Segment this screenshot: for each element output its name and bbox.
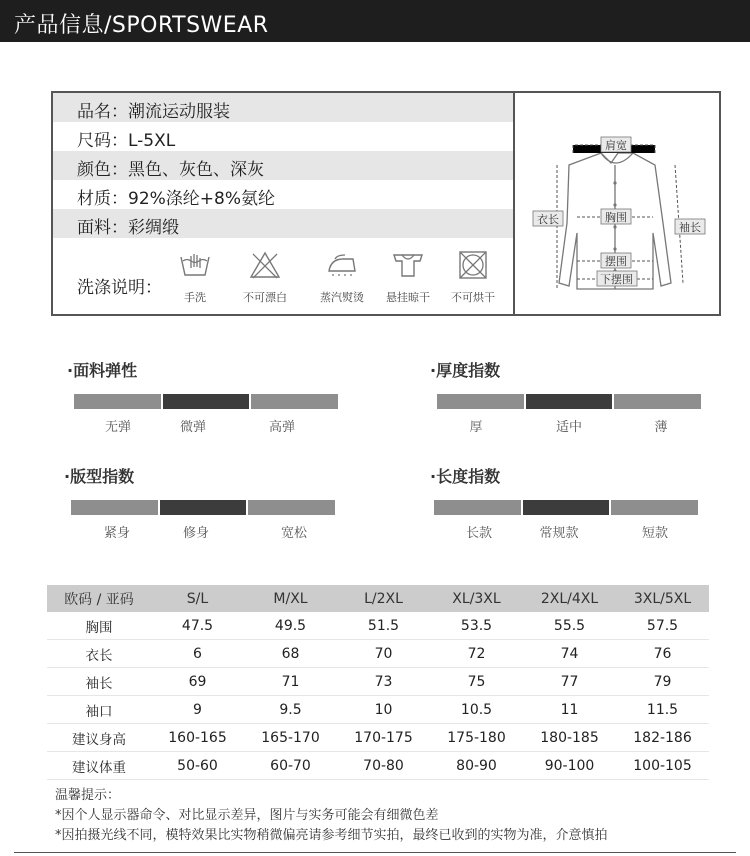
table-cell: 11: [523, 696, 616, 724]
hang-dry-icon: [391, 251, 425, 279]
steam-iron-icon: [325, 251, 359, 279]
chest-label: 胸围: [605, 211, 627, 224]
table-cell: 182-186: [616, 724, 709, 752]
table-cell: 57.5: [616, 612, 709, 640]
shoulder-width-label: 肩宽: [605, 139, 627, 152]
table-row: [47, 640, 709, 668]
table-cell: 70-80: [337, 752, 430, 780]
title-banner: [0, 0, 750, 42]
thickness-segment-2-selected: [526, 394, 612, 409]
table-cell: 9.5: [244, 696, 337, 724]
product-size: 尺码：L-5XL: [77, 131, 176, 151]
table-cell: 51.5: [337, 612, 430, 640]
table-cell: 70: [337, 640, 430, 668]
elasticity-segment-3: [251, 394, 338, 409]
body-length-label: 衣长: [537, 213, 559, 226]
product-color-row: [53, 151, 513, 180]
table-cell: 75: [430, 668, 523, 696]
table-cell: 68: [244, 640, 337, 668]
table-cell: 49.5: [244, 612, 337, 640]
elasticity-segment-2-selected: [163, 394, 249, 409]
table-cell: 建议身高: [47, 724, 151, 752]
fit-option-label: 修身: [182, 526, 209, 541]
table-cell: 9: [151, 696, 244, 724]
thickness-title: ·厚度指数: [430, 361, 501, 380]
product-material: 材质：92%涤纶+8%氨纶: [77, 189, 275, 209]
hem-label: 摆围: [605, 255, 627, 268]
fit-segment-2-selected: [160, 500, 246, 515]
table-cell: 11.5: [616, 696, 709, 724]
table-cell: 74: [523, 640, 616, 668]
no-bleach-label: 不可漂白: [243, 291, 287, 304]
product-fabric-row: [53, 209, 513, 238]
elasticity-option-label: 高弹: [268, 420, 295, 435]
no-bleach-item: [233, 251, 297, 305]
table-cell: 55.5: [523, 612, 616, 640]
fit-segment-1: [71, 500, 158, 515]
size-chart-table: [47, 585, 709, 780]
no-tumble-dry-label: 不可烘干: [451, 291, 495, 304]
table-cell: 100-105: [616, 752, 709, 780]
table-cell: 90-100: [523, 752, 616, 780]
size-header-cell: S/L: [151, 585, 244, 612]
length-segment-1: [434, 500, 521, 515]
product-color: 颜色：黑色、灰色、深灰: [77, 160, 264, 180]
table-cell: 175-180: [430, 724, 523, 752]
wash-instructions-title: 洗涤说明：: [77, 278, 162, 298]
table-cell: 170-175: [337, 724, 430, 752]
elasticity-segment-1: [74, 394, 161, 409]
table-cell: 60-70: [244, 752, 337, 780]
size-header-cell: 3XL/5XL: [616, 585, 709, 612]
product-info-panel: [53, 93, 515, 314]
table-cell: 50-60: [151, 752, 244, 780]
table-cell: 71: [244, 668, 337, 696]
length-option-label: 短款: [641, 526, 668, 541]
elasticity-option-label: 微弹: [179, 420, 206, 435]
fit-option-label: 宽松: [280, 526, 307, 541]
table-cell: 76: [616, 640, 709, 668]
hand-wash-item: [163, 251, 227, 305]
table-row: [47, 612, 709, 640]
tips-section: [55, 786, 608, 846]
product-info-box: [51, 91, 721, 316]
length-option-label: 长款: [465, 526, 492, 541]
thickness-option-label: 适中: [555, 420, 582, 435]
table-row: [47, 696, 709, 724]
fabric-elasticity-title: ·面料弹性: [67, 361, 138, 380]
table-cell: 6: [151, 640, 244, 668]
table-cell: 160-165: [151, 724, 244, 752]
thickness-option-label: 薄: [654, 420, 668, 435]
table-cell: 73: [337, 668, 430, 696]
table-cell: 47.5: [151, 612, 244, 640]
hang-dry-label: 悬挂晾干: [386, 291, 430, 304]
product-fabric: 面料：彩绸缎: [77, 218, 179, 238]
no-tumble-dry-item: [441, 251, 505, 305]
table-row: [47, 668, 709, 696]
lower-hem-label: 下摆围: [600, 273, 633, 286]
no-tumble-dry-icon: [456, 251, 490, 279]
size-header-cell: 欧码 / 亚码: [47, 585, 151, 612]
sleeve-length-label: 袖长: [679, 221, 701, 234]
thickness-segment-1: [437, 394, 524, 409]
table-row: [47, 752, 709, 780]
garment-measurement-diagram: [515, 93, 721, 314]
table-cell: 衣长: [47, 640, 151, 668]
table-cell: 79: [616, 668, 709, 696]
length-segment-2-selected: [523, 500, 609, 515]
table-cell: 72: [430, 640, 523, 668]
table-cell: 80-90: [430, 752, 523, 780]
table-cell: 69: [151, 668, 244, 696]
bottom-divider: [14, 852, 736, 853]
thickness-option-label: 厚: [469, 420, 483, 435]
tips-line: *因个人显示器命令、对比显示差异，图片与实务可能会有细微色差: [55, 808, 439, 823]
length-title: ·长度指数: [430, 467, 501, 486]
shirt-diagram: [515, 93, 721, 314]
table-cell: 77: [523, 668, 616, 696]
fit-segment-3: [248, 500, 335, 515]
banner-title: 产品信息/SPORTSWEAR: [14, 13, 269, 38]
table-cell: 袖口: [47, 696, 151, 724]
no-bleach-icon: [248, 251, 282, 279]
product-size-row: [53, 122, 513, 152]
table-cell: 袖长: [47, 668, 151, 696]
table-cell: 建议体重: [47, 752, 151, 780]
tips-title: 温馨提示：: [55, 788, 121, 803]
size-header-cell: L/2XL: [337, 585, 430, 612]
size-header-cell: M/XL: [244, 585, 337, 612]
hand-wash-label: 手洗: [184, 291, 206, 304]
steam-iron-label: 蒸汽熨烫: [320, 291, 364, 304]
product-name-row: [53, 93, 513, 122]
length-option-label: 常规款: [539, 526, 579, 541]
product-name: 品名：潮流运动服装: [77, 102, 230, 122]
tips-line: *因拍摄光线不同，模特效果比实物稍微偏亮请参考细节实拍，最终已收到的实物为准，介意慎拍: [55, 828, 608, 843]
fit-type-title: ·版型指数: [64, 467, 135, 486]
size-header-cell: 2XL/4XL: [523, 585, 616, 612]
product-material-row: [53, 180, 513, 210]
table-row: [47, 724, 709, 752]
length-segment-3: [611, 500, 698, 515]
size-table-header-row: [47, 585, 709, 612]
steam-iron-item: [310, 251, 374, 305]
fit-option-label: 紧身: [103, 526, 130, 541]
table-cell: 180-185: [523, 724, 616, 752]
table-cell: 10: [337, 696, 430, 724]
hang-dry-item: [376, 251, 440, 305]
thickness-segment-3: [614, 394, 701, 409]
elasticity-option-label: 无弹: [104, 420, 131, 435]
hand-wash-icon: [178, 251, 212, 279]
table-cell: 胸围: [47, 612, 151, 640]
table-cell: 165-170: [244, 724, 337, 752]
size-header-cell: XL/3XL: [430, 585, 523, 612]
table-cell: 10.5: [430, 696, 523, 724]
table-cell: 53.5: [430, 612, 523, 640]
